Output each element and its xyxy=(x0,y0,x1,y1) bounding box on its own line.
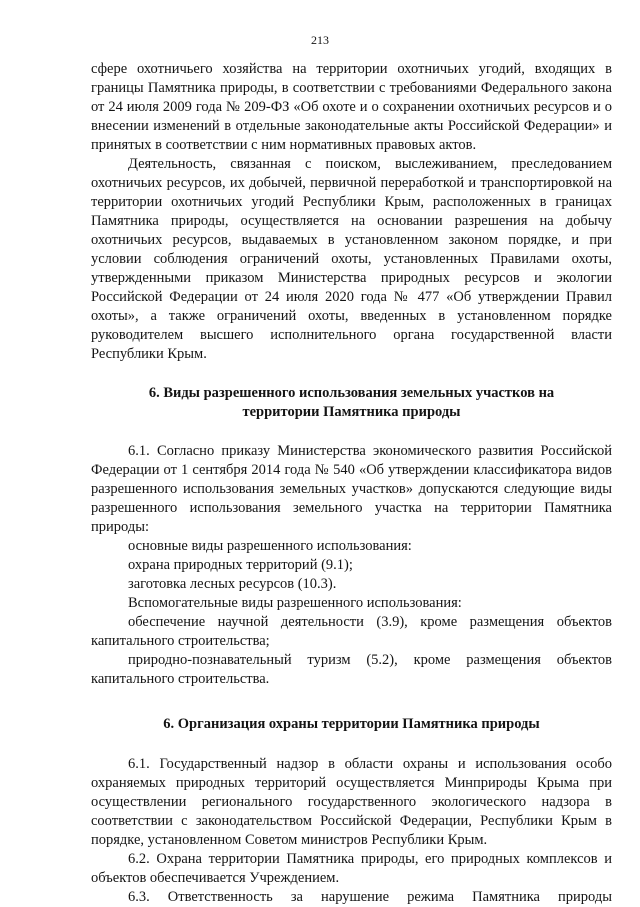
paragraph-hunting-activity: Деятельность, связанная с поиском, выслеживанием, преследованием охотничьих ресурсов, их добычей, первичной переработкой и транспортировкой на территории охотничьих угодий Республики Крым, расположенных в границах Памятника природы, осуществляется на основании разрешения на добычу охотничьих ресурсов, выдаваемых в установленном законом порядке, и при условии соблюдения ограничений охоты, установленных Правилами охоты, утвержденными приказом Министерства природных ресурсов и экологии Российской Федерации от 24 июля 2020 года № 477 «Об утверждении Правил охоты», а также ограничений охоты, введенных в установленном порядке руководителем высшего исполнительного органа государственной власти Республики Крым. xyxy=(91,156,612,362)
section-heading-line1: 6. Виды разрешенного использования земельных участков на xyxy=(148,385,555,401)
aux-uses-label: Вспомогательные виды разрешенного использования: xyxy=(128,595,462,611)
list-item: охрана природных территорий (9.1); xyxy=(128,557,353,573)
page-number: 213 xyxy=(311,33,329,47)
main-uses-label: основные виды разрешенного использования: xyxy=(128,538,412,554)
list-item: обеспечение научной деятельности (3.9), кроме размещения объектов капитального строительства; xyxy=(91,614,612,649)
section-heading-protection: 6. Организация охраны территории Памятника природы xyxy=(163,716,540,732)
document-body xyxy=(91,60,612,907)
section-heading-line2: территории Памятника природы xyxy=(242,404,461,420)
paragraph-continuation: сфере охотничьего хозяйства на территории охотничьих угодий, входящих в границы Памятника природы, в соответствии с требованиями Федерального закона от 24 июля 2009 года № 209-ФЗ «Об охоте и о сохранении охотничьих ресурсов и о внесении изменений в отдельные законодательные акты Российской Федерации» и принятых в соответствии с ним нормативных правовых актов. xyxy=(91,61,612,153)
list-item: природно-познавательный туризм (5.2), кроме размещения объектов капитального строительства. xyxy=(91,652,612,687)
paragraph-6-3-responsibility: 6.3. Ответственность за нарушение режима Памятника природы xyxy=(128,889,612,905)
section-heading-land-use xyxy=(91,384,612,422)
paragraph-6-1-intro: 6.1. Согласно приказу Министерства экономического развития Российской Федерации от 1 сентября 2014 года № 540 «Об утверждении классификатора видов разрешенного использования земельных участков» допускаются следующие виды разрешенного использования земельного участка на территории Памятника природы: xyxy=(91,443,612,535)
paragraph-6-2-protection: 6.2. Охрана территории Памятника природы, его природных комплексов и объектов обеспечивается Учреждением. xyxy=(91,851,612,886)
list-item: заготовка лесных ресурсов (10.3). xyxy=(128,576,337,592)
paragraph-6-1-supervision: 6.1. Государственный надзор в области охраны и использования особо охраняемых природных территорий осуществляется Минприроды Крыма при осуществлении регионального государственного экологического надзора в соответствии с законодательством Российской Федерации, Республики Крым в порядке, установленном Советом министров Республики Крым. xyxy=(91,756,612,848)
